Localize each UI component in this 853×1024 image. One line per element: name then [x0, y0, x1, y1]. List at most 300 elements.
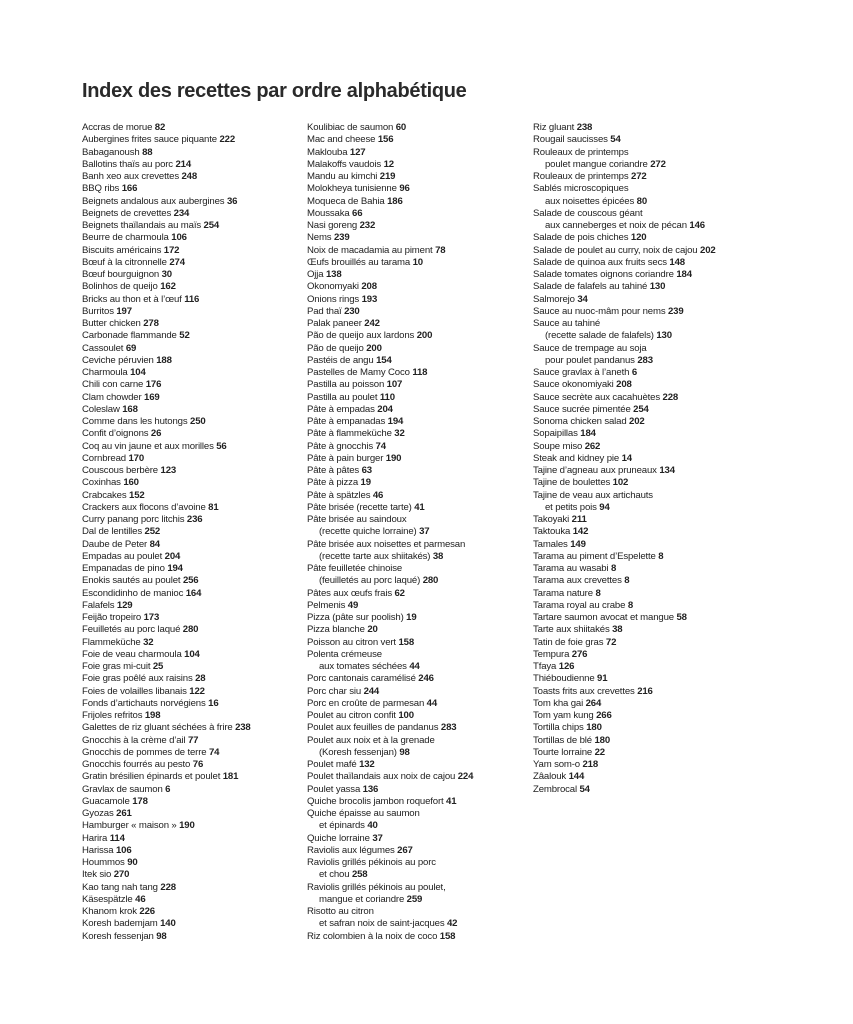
page-number: 226: [139, 906, 155, 917]
index-entry: [533, 563, 716, 575]
recipe-name: Foies de volailles libanais: [82, 685, 187, 697]
index-entry: [307, 588, 473, 600]
index-entry: [533, 661, 716, 673]
index-entry: [533, 428, 716, 440]
page-number: 272: [650, 158, 666, 170]
recipe-name: poulet mangue coriandre: [545, 158, 648, 170]
index-entry: [307, 808, 473, 820]
page-number: 244: [363, 685, 380, 697]
index-entry: [307, 624, 473, 636]
recipe-name: Steak and kidney pie: [533, 452, 620, 464]
index-entry: [82, 269, 251, 281]
page-number: 81: [208, 501, 219, 513]
recipe-name: Cornbread: [82, 452, 126, 464]
recipe-name: Pâte à pâtes: [307, 465, 360, 476]
page-number: 164: [185, 587, 202, 599]
index-entry: [307, 563, 473, 575]
recipe-name: Quiche lorraine: [307, 832, 370, 844]
recipe-name: Takoyaki: [533, 514, 570, 525]
page-number: 118: [412, 367, 428, 378]
index-entry: [533, 294, 716, 306]
index-entry: [307, 134, 473, 146]
page-number: 178: [132, 795, 148, 807]
recipe-name: Rouleaux de printemps: [533, 146, 629, 158]
index-entry: [307, 575, 473, 587]
recipe-name: Pâte à flammeküche: [307, 428, 392, 440]
index-entry: [307, 612, 473, 624]
page-number: 77: [187, 734, 199, 746]
page-number: 72: [605, 636, 617, 648]
recipe-name: Fonds d’artichauts norvégiens: [82, 697, 206, 709]
index-entry: [533, 575, 716, 587]
index-entry: [82, 257, 251, 269]
recipe-name: Pastilla au poisson: [307, 379, 385, 391]
page-number: 232: [359, 220, 376, 231]
page-number: 44: [409, 661, 420, 672]
recipe-name: Okonomyaki: [307, 281, 359, 293]
recipe-name: Maklouba: [307, 146, 348, 158]
recipe-name: Pâte brisée (recette tarte): [307, 501, 412, 513]
index-entry: [307, 490, 473, 502]
page-number: 40: [367, 820, 378, 832]
page-number: 252: [144, 526, 161, 538]
index-entry: [533, 465, 716, 477]
page-number: 84: [149, 538, 160, 550]
index-entry: [533, 257, 716, 269]
page-number: 170: [128, 452, 145, 464]
index-entry: [533, 367, 716, 379]
recipe-name: Crabcakes: [82, 489, 127, 501]
recipe-name: Tortillas de blé: [533, 734, 592, 746]
page-number: 130: [656, 330, 672, 342]
page-number: 120: [630, 232, 647, 244]
index-entry: [533, 416, 716, 428]
index-entry: [307, 269, 473, 281]
recipe-name: Pâte à spätzles: [307, 489, 371, 501]
index-entry: [82, 931, 251, 943]
page-number: 74: [208, 746, 220, 758]
recipe-name: Polenta crémeuse: [307, 648, 382, 660]
recipe-name: Nems: [307, 232, 332, 244]
page-number: 98: [399, 746, 410, 758]
page-number: 62: [394, 587, 405, 599]
page-title: Index des recettes par ordre alphabétique: [82, 80, 467, 102]
recipe-name: Beurre de charmoula: [82, 232, 169, 244]
recipe-name: Babaganoush: [82, 146, 140, 158]
page-number: 190: [385, 452, 402, 464]
recipe-name: Hamburger « maison »: [82, 820, 177, 832]
page-number: 46: [372, 489, 384, 501]
recipe-name: Tortilla chips: [533, 722, 584, 734]
index-entry: [307, 698, 473, 710]
recipe-name: Mac and cheese: [307, 134, 376, 146]
index-entry: [82, 281, 251, 293]
page-number: 228: [160, 881, 176, 893]
recipe-name: Pâte feuilletée chinoise: [307, 563, 403, 574]
page-number: 218: [582, 759, 599, 770]
index-entry: [533, 686, 716, 698]
index-column-2: [307, 122, 473, 943]
index-entry: [82, 343, 251, 355]
page-number: 262: [584, 440, 601, 452]
index-entry: [533, 771, 716, 783]
recipe-name: aux canneberges et noix de pécan: [545, 220, 687, 231]
recipe-name: Pizza (pâte sur poolish): [307, 612, 404, 623]
page-number: 184: [676, 269, 692, 280]
index-entry: [307, 673, 473, 685]
recipe-name: Harissa: [82, 844, 114, 856]
page-number: 264: [585, 697, 602, 709]
page-number: 127: [349, 146, 366, 158]
page-number: 250: [190, 416, 206, 427]
page-number: 224: [457, 771, 474, 783]
index-entry: [533, 355, 716, 367]
page-number: 180: [594, 734, 611, 746]
page-number: 254: [633, 403, 649, 415]
page-number: 104: [130, 367, 146, 378]
index-entry: [533, 514, 716, 526]
recipe-name: Hoummos: [82, 857, 125, 868]
recipe-name: Pelmenis: [307, 599, 346, 611]
recipe-name: Tartare saumon avocat et mangue: [533, 612, 674, 623]
page-number: 222: [219, 134, 236, 146]
recipe-name: Raviolis aux légumes: [307, 844, 395, 856]
index-entry: [307, 281, 473, 293]
index-entry: [533, 343, 716, 355]
page-number: 234: [173, 207, 190, 219]
page-number: 100: [398, 710, 414, 721]
recipe-name: Riz colombien à la noix de coco: [307, 930, 438, 942]
recipe-name: Tarama au wasabi: [533, 563, 609, 574]
page-number: 173: [143, 612, 160, 623]
index-entry: [82, 894, 251, 906]
index-entry: [307, 906, 473, 918]
page-number: 278: [143, 318, 159, 329]
index-entry: [307, 306, 473, 318]
page-number: 49: [347, 599, 359, 611]
recipe-name: Beignets de crevettes: [82, 207, 172, 219]
recipe-name: Empanadas de pino: [82, 563, 165, 574]
index-entry: [82, 306, 251, 318]
index-entry: [82, 563, 251, 575]
page-number: 116: [184, 293, 200, 305]
page-number: 214: [175, 158, 192, 170]
recipe-name: Salade de quinoa aux fruits secs: [533, 256, 667, 268]
recipe-name: Zembrocal: [533, 783, 577, 795]
recipe-name: Tom yam kung: [533, 710, 594, 721]
page-number: 25: [152, 661, 164, 672]
recipe-name: Tajine de veau aux artichauts: [533, 489, 653, 501]
index-entry: [82, 771, 251, 783]
index-entry: [533, 306, 716, 318]
page-number: 190: [179, 820, 195, 832]
recipe-name: Poulet aux feuilles de pandanus: [307, 722, 439, 734]
page-number: 134: [659, 465, 675, 476]
recipe-name: Frijoles refritos: [82, 710, 143, 721]
index-entry: [82, 673, 251, 685]
index-entry: [307, 833, 473, 845]
page-number: 162: [160, 281, 176, 293]
recipe-name: Salmorejo: [533, 293, 575, 305]
page-number: 211: [571, 514, 587, 525]
index-entry: [533, 612, 716, 624]
page-number: 8: [658, 550, 664, 562]
page-number: 106: [171, 232, 187, 244]
index-entry: [533, 526, 716, 538]
index-entry: [533, 269, 716, 281]
index-entry: [533, 698, 716, 710]
page-number: 122: [189, 685, 205, 697]
index-entry: [82, 294, 251, 306]
recipe-name: Risotto au citron: [307, 906, 374, 917]
page-number: 169: [144, 391, 160, 403]
index-entry: [82, 918, 251, 930]
index-entry: [82, 477, 251, 489]
index-entry: [533, 122, 716, 134]
recipe-name: Moqueca de Bahia: [307, 195, 385, 207]
page-number: 144: [568, 771, 585, 783]
page-number: 202: [700, 244, 716, 256]
index-entry: [82, 490, 251, 502]
recipe-name: Moussaka: [307, 207, 350, 219]
index-entry: [307, 294, 473, 306]
page-number: 8: [610, 563, 617, 574]
index-entry: [533, 281, 716, 293]
page-number: 126: [558, 661, 575, 672]
index-entry: [307, 894, 473, 906]
page-number: 10: [412, 256, 423, 268]
recipe-name: Confit d’oignons: [82, 428, 149, 440]
recipe-name: et petits pois: [545, 501, 597, 513]
index-entry: [82, 428, 251, 440]
recipe-name: Coxinhas: [82, 477, 121, 489]
index-entry: [82, 820, 251, 832]
index-entry: [533, 208, 716, 220]
page-number: 280: [182, 624, 199, 636]
page-number: 6: [631, 367, 637, 378]
page-number: 193: [361, 293, 378, 305]
recipe-name: Accras de morue: [82, 122, 153, 133]
index-entry: [533, 710, 716, 722]
page-number: 158: [439, 930, 456, 942]
index-entry: [82, 183, 251, 195]
recipe-name: Crackers aux flocons d’avoine: [82, 501, 206, 513]
index-entry: [533, 134, 716, 146]
page-number: 38: [432, 550, 444, 562]
page-number: 44: [426, 697, 438, 709]
recipe-name: Pizza blanche: [307, 624, 365, 636]
page-number: 42: [447, 918, 458, 930]
page-number: 216: [637, 685, 653, 697]
index-entry: [533, 453, 716, 465]
page-number: 107: [386, 379, 403, 391]
index-entry: [533, 502, 716, 514]
recipe-name: Tajine d’agneau aux pruneaux: [533, 465, 657, 476]
index-entry: [307, 502, 473, 514]
index-entry: [533, 588, 716, 600]
page-number: 130: [649, 281, 666, 293]
recipe-name: Itek sio: [82, 869, 112, 881]
recipe-name: (feuilletés au porc laqué): [319, 575, 421, 587]
page-number: 8: [627, 599, 634, 611]
recipe-name: Bœuf bourguignon: [82, 269, 160, 280]
page-number: 259: [406, 893, 423, 905]
recipe-name: Curry panang porc litchis: [82, 514, 185, 525]
index-entry: [307, 845, 473, 857]
recipe-name: Charmoula: [82, 367, 128, 378]
page-number: 149: [570, 538, 586, 550]
index-entry: [82, 747, 251, 759]
page-number: 54: [579, 783, 590, 795]
recipe-name: Poulet mafé: [307, 759, 357, 770]
index-entry: [307, 771, 473, 783]
index-entry: [533, 183, 716, 195]
recipe-name: Soupe miso: [533, 440, 583, 452]
page-number: 236: [186, 514, 203, 525]
index-entry: [533, 759, 716, 771]
recipe-name: Butter chicken: [82, 318, 141, 329]
recipe-name: Khanom krok: [82, 906, 137, 917]
index-entry: [533, 147, 716, 159]
recipe-name: Gnocchis de pommes de terre: [82, 746, 207, 758]
page-number: 104: [184, 648, 200, 660]
recipe-name: Tarama au piment d’Espelette: [533, 550, 656, 562]
recipe-name: Ceviche péruvien: [82, 354, 154, 366]
page-number: 52: [179, 330, 190, 342]
page-number: 78: [435, 244, 446, 256]
recipe-name: Sauce au nuoc-mâm pour nems: [533, 305, 666, 317]
index-column-3: [533, 122, 716, 796]
index-entry: [82, 649, 251, 661]
page-number: 219: [379, 171, 396, 182]
page-number: 6: [165, 783, 171, 795]
recipe-name: Mandu au kimchi: [307, 171, 378, 182]
index-entry: [307, 147, 473, 159]
index-entry: [82, 159, 251, 171]
index-entry: [82, 710, 251, 722]
recipe-name: Nasi goreng: [307, 220, 358, 231]
index-entry: [307, 318, 473, 330]
page-number: 194: [167, 563, 183, 574]
recipe-name: Pâte à empanadas: [307, 416, 386, 427]
recipe-name: Taktouka: [533, 526, 571, 538]
page-number: 248: [181, 171, 198, 182]
index-entry: [533, 159, 716, 171]
recipe-name: Pastilla au poulet: [307, 391, 378, 403]
recipe-name: Kao tang nah tang: [82, 881, 158, 893]
page-number: 41: [414, 501, 425, 513]
page-number: 8: [595, 587, 601, 599]
index-entry: [307, 159, 473, 171]
index-entry: [533, 539, 716, 551]
page-number: 208: [616, 379, 632, 391]
index-entry: [82, 833, 251, 845]
page-number: 154: [376, 354, 392, 366]
page-number: 82: [154, 122, 166, 133]
recipe-name: Dal de lentilles: [82, 526, 142, 538]
page-number: 267: [397, 844, 413, 856]
page-number: 280: [422, 575, 439, 587]
page-number: 168: [122, 403, 138, 415]
recipe-name: Pâte brisée au saindoux: [307, 514, 407, 525]
recipe-name: Pâte à pizza: [307, 477, 358, 489]
page-number: 142: [572, 526, 589, 538]
recipe-name: Ojja: [307, 269, 324, 280]
page-number: 14: [621, 452, 632, 464]
recipe-name: (recette quiche lorraine): [319, 526, 417, 538]
index-entry: [533, 441, 716, 453]
page-number: 208: [361, 281, 377, 293]
index-entry: [533, 404, 716, 416]
page-number: 272: [631, 171, 647, 182]
index-entry: [307, 882, 473, 894]
index-entry: [82, 232, 251, 244]
index-entry: [307, 857, 473, 869]
index-entry: [82, 796, 251, 808]
page-number: 254: [203, 220, 220, 231]
index-entry: [82, 882, 251, 894]
page-number: 58: [676, 612, 687, 623]
recipe-name: Pâte à pain burger: [307, 452, 384, 464]
index-entry: [307, 171, 473, 183]
page-number: 63: [361, 465, 372, 476]
recipe-name: Tarama nature: [533, 587, 593, 599]
index-entry: [307, 355, 473, 367]
index-entry: [307, 686, 473, 698]
page-number: 140: [160, 918, 176, 930]
index-entry: [307, 183, 473, 195]
page-number: 197: [116, 305, 132, 317]
index-entry: [533, 551, 716, 563]
recipe-name: Chili con carne: [82, 379, 144, 391]
recipe-name: Porc cantonais caramélisé: [307, 673, 416, 685]
index-entry: [82, 637, 251, 649]
recipe-name: Pâte à empadas: [307, 403, 375, 415]
recipe-name: Tourte lorraine: [533, 746, 593, 758]
page-number: 152: [129, 489, 145, 501]
page-number: 30: [161, 269, 172, 280]
page-number: 106: [116, 844, 132, 856]
index-column-1: [82, 122, 251, 943]
page-number: 283: [440, 722, 457, 734]
index-entry: [307, 208, 473, 220]
index-entry: [82, 196, 251, 208]
recipe-name: Banh xeo aux crevettes: [82, 171, 179, 182]
page-number: 37: [419, 526, 430, 538]
page-number: 188: [156, 354, 172, 366]
index-entry: [307, 232, 473, 244]
recipe-name: Daube de Peter: [82, 538, 148, 550]
index-entry: [82, 134, 251, 146]
recipe-name: Gratin brésilien épinards et poulet: [82, 771, 221, 783]
recipe-name: Ballotins thaïs au porc: [82, 158, 173, 170]
page-number: 34: [577, 293, 588, 305]
index-entry: [307, 453, 473, 465]
recipe-name: Porc char siu: [307, 685, 362, 697]
index-entry: [82, 808, 251, 820]
index-entry: [82, 612, 251, 624]
recipe-name: Tarama royal au crabe: [533, 599, 626, 611]
index-entry: [533, 784, 716, 796]
recipe-name: Burritos: [82, 305, 114, 317]
index-entry: [533, 330, 716, 342]
page-number: 156: [377, 134, 394, 146]
page-number: 148: [669, 256, 685, 268]
index-entry: [307, 649, 473, 661]
recipe-name: et épinards: [319, 820, 365, 832]
index-entry: [533, 624, 716, 636]
index-entry: [533, 722, 716, 734]
